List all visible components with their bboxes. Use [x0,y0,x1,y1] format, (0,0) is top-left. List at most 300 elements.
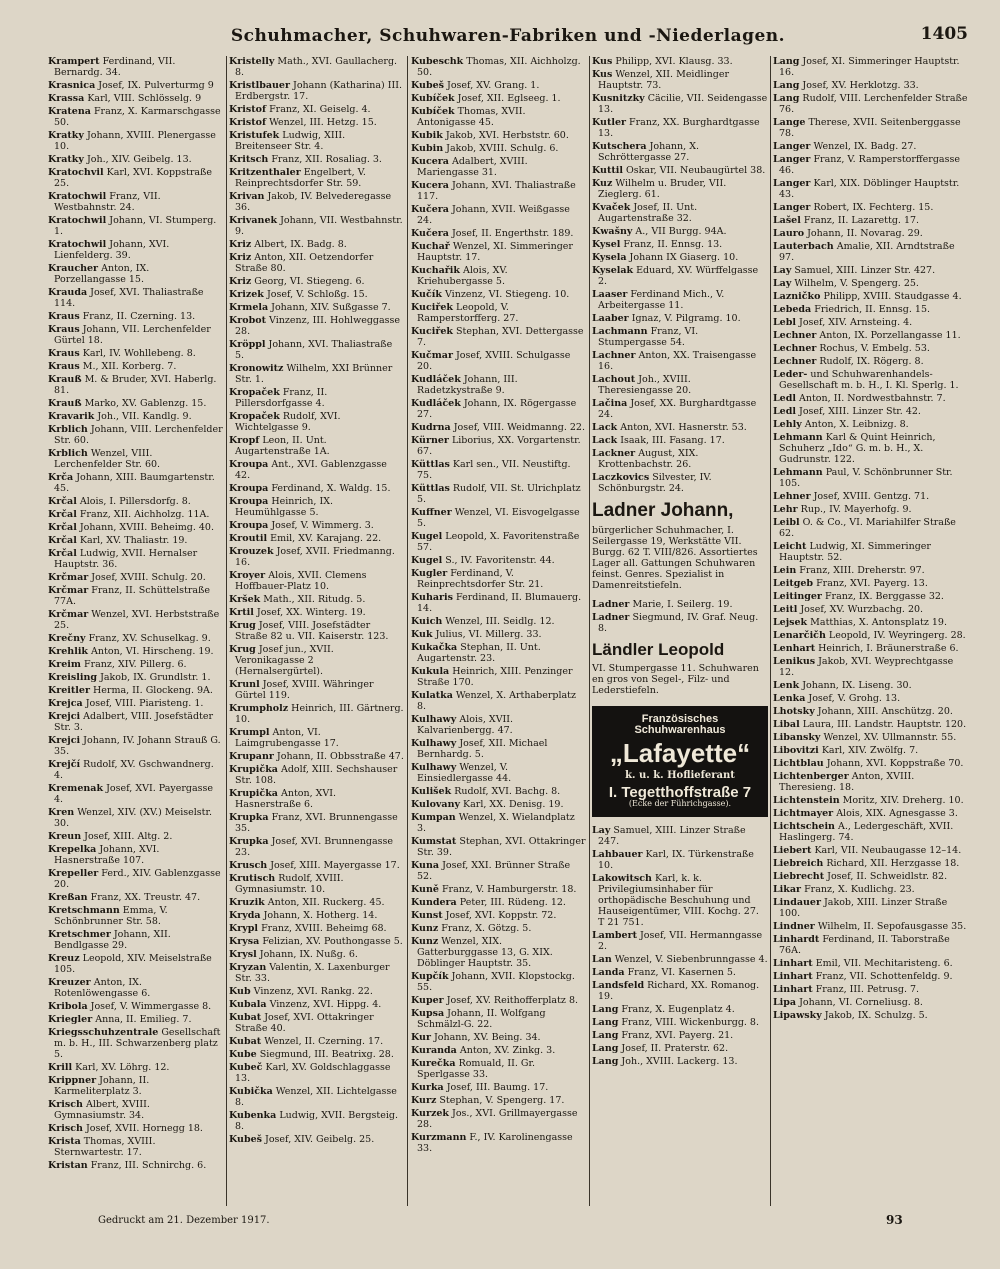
directory-entry [48,56,223,78]
entry-details: Joh., XVIII. Lackerg. 13. [621,1056,738,1067]
directory-entry [411,130,586,141]
entry-details: Heinrich, III. Gärtnerg. 10. [235,703,404,725]
entry-details: Jakob, XVIII. Schulg. 6. [446,143,559,154]
entry-name: Laaber [592,313,629,324]
directory-entry [48,807,223,829]
entry-details: Karl, XV. Löhrg. 12. [75,1062,170,1073]
directory-entry [229,387,404,409]
column-4-middle-entries [592,599,768,634]
entry-name: Laaser [592,289,628,300]
directory-entry [592,448,768,470]
entry-name: Kryda [229,910,261,921]
directory-entry [48,609,223,631]
entry-name: Lauro [773,228,805,239]
entry-name: Kudláček [411,374,461,385]
entry-name: Lačina [592,398,628,409]
entry-name: Kristelly [229,56,275,67]
directory-entry [773,154,969,176]
directory-entry [48,448,223,470]
column-3 [411,56,586,1206]
entry-name: Krisch [48,1099,83,1110]
directory-entry [773,934,969,956]
entry-details: Romuald, II. Gr. Sperlgasse 33. [417,1058,536,1080]
directory-entry [229,764,404,786]
entry-details: Franz, IX. Berggasse 32. [824,591,944,602]
directory-entry [229,936,404,947]
directory-entry [773,202,969,213]
entry-name: Kulhawy [411,762,457,773]
entry-details: Moritz, XIV. Dreherg. 10. [842,795,964,806]
entry-details: Alois, XV. Kriehubergasse 5. [417,265,508,287]
directory-entry [411,1108,586,1130]
directory-entry [773,897,969,919]
entry-name: Kupsa [411,1008,445,1019]
entry-name: Krblich [48,448,88,459]
entry-details: Josef, V. Grohg. 13. [808,693,901,704]
directory-entry [411,80,586,91]
directory-entry [48,191,223,213]
entry-details: Franz, III. Petrusg. 7. [815,984,920,995]
entry-name: Krauß [48,374,82,385]
entry-name: Kruzik [229,897,265,908]
entry-details: Heinrich, I. Bräunerstraße 6. [818,643,959,654]
entry-name: Kürner [411,435,449,446]
entry-name: Lay [592,825,611,836]
entry-name: Kurzmann [411,1132,467,1143]
entry-details: Franz, XX. Treustr. 47. [90,892,201,903]
entry-details: Ludwig, XVII. Hernalser Hauptstr. 36. [54,548,198,570]
directory-entry [229,607,404,618]
directory-entry [48,324,223,346]
entry-details: Ferdinand, V. Reinprechtsdorfer Str. 21. [417,568,544,590]
directory-entry [48,929,223,951]
entry-details: Franz, XI. Geiselg. 4. [269,104,371,115]
directory-entry [773,630,969,641]
entry-details: Josef, XVI. Koppstr. 72. [445,910,557,921]
entry-details: Leopold, X. Favoritenstraße 57. [417,531,580,553]
entry-details: Amalie, XII. Arndtstraße 97. [779,241,955,263]
column-4 [592,56,768,1206]
entry-name: Kristlbauer [229,80,290,91]
entry-name: Krečny [48,633,86,644]
directory-entry [411,204,586,226]
entry-details: Franz, V. Ramperstorffergasse 46. [779,154,960,176]
directory-entry [592,930,768,952]
entry-details: Franz, II. Lazarettg. 17. [803,215,920,226]
entry-name: Kratena [48,106,91,117]
entry-name: Kreitler [48,685,90,696]
directory-entry [773,178,969,200]
entry-name: Krumpl [229,727,270,738]
entry-name: Kuciřek [411,326,453,337]
entry-name: Kretschmann [48,905,120,916]
entry-details: Philipp, XVI. Klausg. 33. [615,56,733,67]
column-4-top-entries [592,56,768,494]
entry-name: Leitl [773,604,798,615]
entry-details: Rudolf, IX. Rögerg. 8. [819,356,924,367]
entry-details: Franz, X. Eugenplatz 4. [621,1004,735,1015]
entry-name: Krysl [229,949,257,960]
directory-entry [229,679,404,701]
entry-name: Kriz [229,239,252,250]
directory-entry [229,860,404,871]
entry-details: Johann, II. Obbsstraße 47. [276,751,404,762]
entry-name: Lejsek [773,617,808,628]
directory-entry [773,845,969,856]
directory-entry [411,836,586,858]
entry-name: Lan [592,954,612,965]
entry-name: Krčmar [48,609,89,620]
entry-details: Karl, XX. Denisg. 19. [463,799,564,810]
entry-name: Libal [773,719,800,730]
page-footer [48,1213,968,1233]
directory-entry [773,278,969,289]
entry-details: Josef, XVI. Thaliastraße 114. [54,287,204,309]
ad-line: k. u. k. Hoflieferant [625,770,735,781]
directory-entry [411,568,586,590]
directory-entry [411,374,586,396]
entry-details: Ferdinand, II. Taborstraße 76A. [779,934,950,956]
entry-name: Kutler [592,117,627,128]
entry-details: Stephan, II. Unt. Augartenstr. 23. [417,642,541,664]
entry-details: Herma, II. Glockeng. 9A. [93,685,213,696]
directory-entry [48,759,223,781]
entry-name: Kraus [48,311,80,322]
entry-details: Eduard, XV. Würffelgasse 2. [598,265,759,287]
directory-entry [773,604,969,615]
entry-name: Kur [411,1032,431,1043]
directory-entry [48,892,223,903]
print-date: Gedruckt am 21. Dezember 1917. [98,1215,270,1226]
directory-entry [411,762,586,784]
directory-entry [411,265,586,287]
entry-details: Johann, II. Novarag. 29. [807,228,923,239]
directory-entry [48,1075,223,1097]
entry-name: Kreuz [48,953,80,964]
entry-details: Franz, XV. Schuselkag. 9. [88,633,211,644]
entry-details: Rudolf, VIII. Lerchenfelder Straße 76. [779,93,968,115]
directory-entry [411,289,586,300]
entry-details: Oskar, VII. Neubaugürtel 38. [625,165,766,176]
entry-details: Josef, XV. Grang. 1. [447,80,540,91]
entry-name: Krampert [48,56,100,67]
directory-entry [411,326,586,348]
entry-details: Adalbert, VIII. Josefstädter Str. 3. [54,711,214,733]
entry-name: Ledl [773,393,796,404]
entry-details: Josef, XIII. Linzer Str. 42. [799,406,921,417]
entry-name: Kulišek [411,786,452,797]
entry-name: Kurz [411,1095,437,1106]
entry-name: Lang [592,1030,619,1041]
entry-details: Franz, V. Hamburgerstr. 18. [441,884,577,895]
entry-details: Johann, VI. Corneliusg. 8. [799,997,923,1008]
entry-details: Heinrich, IX. Heumühlgasse 5. [235,496,334,518]
entry-details: Josef, XVIII. Schulg. 20. [91,572,206,583]
entry-details: A., VII Burgg. 94A. [635,226,727,237]
directory-entry [773,356,969,367]
directory-entry [48,215,223,237]
directory-entry [592,422,768,433]
entry-details: F., IV. Karolinengasse 33. [417,1132,573,1154]
entry-details: Johann, XVI. Thaliastraße 117. [417,180,576,202]
directory-entry [229,520,404,531]
entry-name: Kuně [411,884,439,895]
advertisement-ladner-johann [592,500,768,591]
entry-name: Lang [592,1043,619,1054]
entry-name: Linhart [773,958,813,969]
directory-entry [411,592,586,614]
directory-entry [773,706,969,717]
entry-details: Emil, VII. Mechitaristeng. 6. [815,958,953,969]
directory-entry [592,289,768,311]
entry-name: Lang [773,56,800,67]
column-5 [773,56,969,1206]
directory-entry [411,884,586,895]
entry-details: Matthias, X. Antonsplatz 19. [810,617,947,628]
entry-name: Kraus [48,348,80,359]
directory-entry [773,758,969,769]
entry-name: Kulhawy [411,738,457,749]
directory-entry [48,263,223,285]
directory-entry [48,287,223,309]
entry-name: Krčal [48,496,77,507]
directory-entry [229,289,404,300]
entry-name: Lichtenberger [773,771,849,782]
directory-entry [48,905,223,927]
directory-entry [411,435,586,457]
entry-details: Stephan, XVI. Ottakringer Str. 39. [417,836,586,858]
entry-details: Johann IX Giaserg. 10. [629,252,739,263]
entry-name: Linhardt [773,934,820,945]
entry-name: Lahbauer [592,849,643,860]
directory-entry [773,117,969,139]
entry-details: Josef, XVI. Payergasse 4. [54,783,214,805]
entry-details: Joh., XIV. Geibelg. 13. [86,154,192,165]
entry-name: Kraus [48,361,80,372]
entry-name: Krivanek [229,215,278,226]
entry-details: Anton, II. Nordwestbahnstr. 7. [799,393,946,404]
directory-entry [229,483,404,494]
entry-name: Kubíček [411,93,455,104]
directory-entry [592,141,768,163]
entry-name: Lenhart [773,643,816,654]
directory-entry [773,369,969,391]
entry-details: Anton, XV. Zinkg. 3. [459,1045,556,1056]
entry-details: Johann, IV. Johann Strauß G. 35. [54,735,221,757]
entry-details: Johann, VI. Stumperg. 1. [54,215,217,237]
entry-details: Ludwig, XIII. Breitenseer Str. 4. [235,130,346,152]
entry-details: Anton, X. Leibnizg. 8. [804,419,909,430]
entry-details: Alois, XVII. Kalvarienbergg. 47. [417,714,514,736]
directory-entry [592,117,768,139]
entry-details: Josef, III. Baumg. 17. [446,1082,549,1093]
entry-name: Kratochvil [48,167,104,178]
entry-name: Lechner [773,356,817,367]
entry-details: A., Ledergeschäft, XVII. Haslingerg. 74. [779,821,954,843]
directory-entry [773,491,969,502]
directory-entry [48,154,223,165]
entry-name: Küttlas [411,483,450,494]
entry-name: Kub [229,986,251,997]
directory-entry [592,472,768,494]
directory-entry [773,958,969,969]
entry-name: Kumstat [411,836,457,847]
entry-details: Georg, VI. Stiegeng. 6. [254,276,365,287]
directory-entry [411,459,586,481]
entry-details: Samuel, XIII. Linzer Straße 247. [598,825,746,847]
entry-details: Josef, II. Engerthstr. 189. [451,228,574,239]
directory-entry [592,1056,768,1067]
directory-entry [229,1086,404,1108]
directory-entry [773,884,969,895]
entry-name: Kraucher [48,263,99,274]
directory-entry [229,1012,404,1034]
directory-entry [773,732,969,743]
column-4-bottom-entries [592,825,768,1067]
entry-details: Anton, IX. Porzellangasse 11. [819,330,961,341]
entry-details: S., IV. Favoritenstr. 44. [445,555,555,566]
entry-name: Langer [773,141,811,152]
directory-entry [592,1043,768,1054]
entry-name: Kropaček [229,387,280,398]
directory-entry [229,117,404,128]
entry-details: Franz, II. Schüttelstraße 77A. [54,585,211,607]
entry-details: Josef jun., XVII. Veronikagasse 2 (Hernalsergürtel). [235,644,334,677]
entry-details: Josef, II. Schweidlstr. 82. [827,871,948,882]
directory-entry [48,868,223,890]
directory-entry [48,106,223,128]
entry-name: Kugler [411,568,448,579]
entry-details: Franz, II. Czerning. 13. [82,311,196,322]
entry-name: Kubeschk [411,56,464,67]
directory-entry [48,646,223,657]
directory-entry [48,659,223,670]
directory-entry [592,1004,768,1015]
entry-details: Josef, XIII. Altg. 2. [84,831,173,842]
entry-name: Lenarčičh [773,630,826,641]
entry-name: Kubik [411,130,443,141]
entry-details: Karl & Quint Heinrich, Schuherz „Ido“ G. m. b. H., X. Gudrunstr. 122. [779,432,936,465]
directory-entry [773,419,969,430]
entry-details: Franz, VII. Westbahnstr. 24. [54,191,161,213]
entry-name: Krčal [48,509,77,520]
directory-entry [48,1099,223,1121]
directory-entry [229,962,404,984]
entry-name: Kuchařik [411,265,460,276]
directory-entry [48,735,223,757]
entry-details: Josef, XV. Wurzbachg. 20. [800,604,924,615]
entry-details: Josef, XX. Winterg. 19. [256,607,366,618]
directory-entry [592,967,768,978]
entry-name: Lechner [773,330,817,341]
entry-name: Krtil [229,607,254,618]
directory-entry [411,350,586,372]
directory-entry [411,860,586,882]
entry-details: Ferdinand, VII. Bernardg. 34. [54,56,176,78]
directory-entry [411,180,586,202]
entry-details: Johann, XVII. Klopstockg. 55. [417,971,575,993]
directory-entry [229,215,404,237]
directory-entry [229,546,404,568]
directory-entry [48,311,223,322]
directory-entry [229,644,404,677]
entry-name: Kubeč [229,1062,263,1073]
entry-name: Lachner [592,350,636,361]
entry-name: Kreim [48,659,81,670]
entry-details: Franz, VI. Kasernen 5. [627,967,736,978]
entry-details: Friedrich, II. Ennsg. 15. [814,304,931,315]
entry-details: Franz, XVI. Payerg. 21. [621,1030,734,1041]
entry-details: Josef, XIV. Arnsteing. 4. [799,317,913,328]
entry-name: Kurečka [411,1058,456,1069]
directory-entry [773,541,969,563]
directory-entry [229,1134,404,1145]
directory-entry [773,215,969,226]
directory-entry [48,977,223,999]
directory-entry [229,873,404,895]
directory-entry [48,424,223,446]
entry-name: Lang [592,1017,619,1028]
entry-details: Johann, II. Wolfgang Schmälzl-G. 22. [417,1008,546,1030]
directory-entry [773,504,969,515]
directory-entry [773,393,969,404]
directory-entry [592,612,768,634]
entry-details: Vinzenz, XVI. Rankg. 22. [253,986,373,997]
entry-details: Johann, VIII. Lerchenfelder Str. 60. [54,424,223,446]
entry-name: Lazničko [773,291,821,302]
directory-entry [411,910,586,921]
entry-details: Rup., IV. Mayerhofg. 9. [800,504,912,515]
entry-name: Kysel [592,239,621,250]
entry-details: Anton, IX. Porzellangasse 15. [54,263,150,285]
entry-name: Kretschmer [48,929,111,940]
entry-details: Franz, II. Pillersdorfgasse 4. [235,387,328,409]
entry-name: Kraus [48,324,80,335]
entry-name: Kubala [229,999,267,1010]
entry-name: Kulhawy [411,714,457,725]
entry-name: Leibl [773,517,800,528]
entry-name: Kubeš [411,80,444,91]
entry-name: Kucera [411,156,449,167]
entry-name: Liebreich [773,858,824,869]
entry-name: Ladner [592,599,630,610]
entry-name: Krčal [48,535,77,546]
entry-details: Karl, k. k. Privilegiumsinhaber für orthopädische Beschuhung und Hauseigentümer, VIII. Kochg. 27. T 21 751. [598,873,759,928]
entry-details: Philipp, XVIII. Staudgasse 4. [823,291,962,302]
entry-name: Kratochwil [48,215,107,226]
entry-details: Ludwig, XVII. Bergsteig. 8. [235,1110,398,1132]
directory-entry [229,986,404,997]
entry-details: Franz, XIV. Pillerg. 6. [84,659,187,670]
entry-details: Alois, I. Pillersdorfg. 8. [79,496,191,507]
directory-entry [48,633,223,644]
entry-name: Kuchař [411,241,450,252]
entry-name: Kuciřek [411,302,453,313]
entry-name: Libansky [773,732,821,743]
entry-name: Krauda [48,287,88,298]
directory-entry [773,693,969,704]
entry-name: Libovitzi [773,745,819,756]
entry-name: Krčal [48,522,77,533]
entry-details: Joh., XVIII. Theresiengasse 20. [598,374,692,396]
entry-details: Albert, XVIII. Gymnasiumstr. 34. [54,1099,150,1121]
directory-entry [229,570,404,592]
entry-details: Alois, XIX. Agnesgasse 3. [836,808,958,819]
directory-entry [229,1110,404,1132]
entry-details: Wenzel, III. Hetzg. 15. [269,117,377,128]
ad-name: Ländler Leopold [592,640,725,659]
entry-name: Lindner [773,921,815,932]
